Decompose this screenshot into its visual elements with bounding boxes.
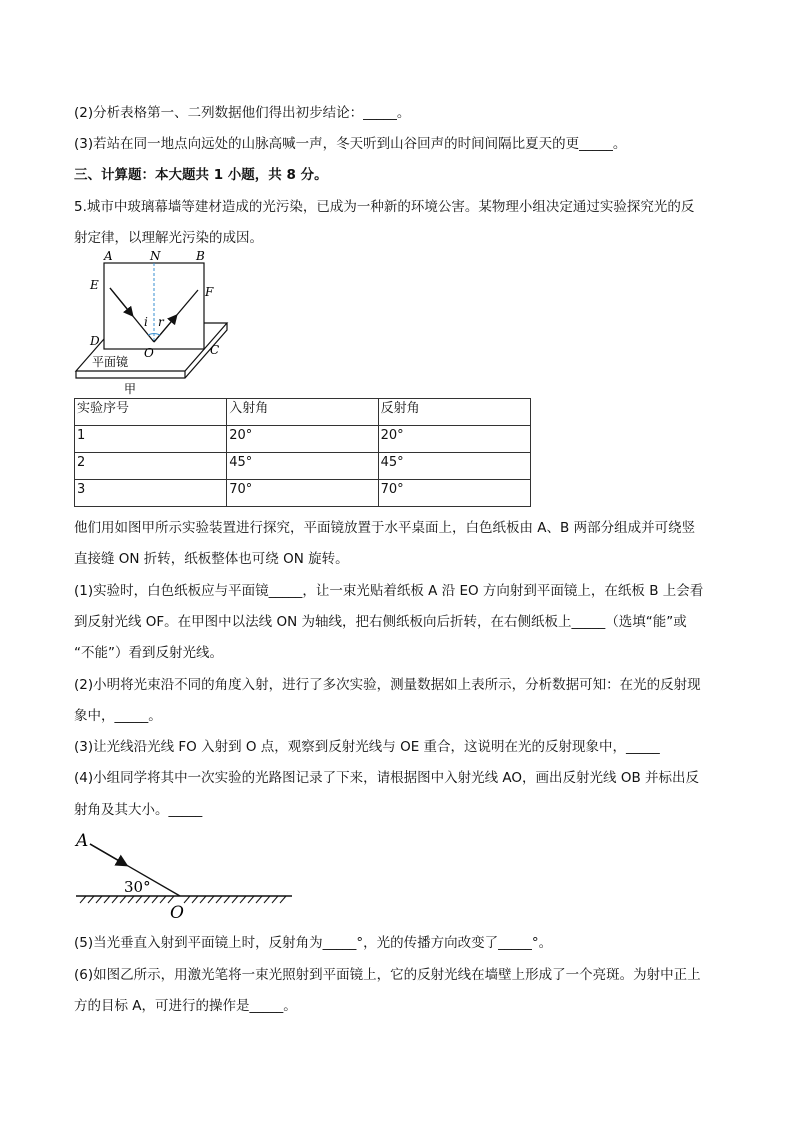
label-O: O bbox=[144, 346, 154, 360]
label-i: i bbox=[144, 315, 148, 329]
label-mirror: 平面镜 bbox=[92, 355, 129, 369]
label-r: r bbox=[158, 315, 164, 329]
angle-label: 30° bbox=[124, 878, 151, 896]
label-E: E bbox=[90, 278, 99, 292]
label-N: N bbox=[150, 249, 161, 263]
problem-5-line-1: 5.城市中玻璃幕墙等建材造成的光污染，已成为一种新的环境公害。某物理小组决定通过实验探究光的反 bbox=[74, 199, 695, 215]
label-C: C bbox=[210, 343, 220, 357]
subquestion-2-line-2: 象中，_____。 bbox=[74, 708, 162, 724]
table-row bbox=[75, 453, 531, 480]
table-cell: 45° bbox=[378, 453, 530, 480]
subquestion-1-line-1: (1)实验时，白色纸板应与平面镜_____，让一束光贴着纸板 A 沿 EO 方向射到平面镜上，在纸板 B 上会看 bbox=[74, 583, 704, 599]
label-O: O bbox=[170, 903, 184, 922]
mirror-hatching bbox=[80, 896, 286, 903]
subquestion-4-line-2: 射角及其大小。_____ bbox=[74, 802, 203, 818]
setup-line-2: 直接缝 ON 折转，纸板整体也可绕 ON 旋转。 bbox=[74, 551, 349, 567]
label-B: B bbox=[196, 249, 205, 263]
table-row bbox=[75, 426, 531, 453]
table-cell: 70° bbox=[227, 480, 378, 507]
question-2: (2)分析表格第一、二列数据他们得出初步结论：_____。 bbox=[74, 105, 411, 121]
label-A: A bbox=[76, 831, 89, 851]
figure-jia bbox=[70, 248, 240, 396]
label-F: F bbox=[205, 285, 214, 299]
table-header: 实验序号 bbox=[75, 399, 227, 426]
table-header: 反射角 bbox=[378, 399, 530, 426]
table-cell: 45° bbox=[227, 453, 378, 480]
subquestion-6-line-2: 方的目标 A，可进行的操作是_____。 bbox=[74, 998, 297, 1014]
label-A: A bbox=[104, 249, 113, 263]
subquestion-4-line-1: (4)小组同学将其中一次实验的光路图记录了下来，请根据图中入射光线 AO，画出反射光线 OB 并标出反 bbox=[74, 770, 700, 786]
table-header-row bbox=[75, 399, 531, 426]
table-header: 入射角 bbox=[227, 399, 378, 426]
subquestion-6-line-1: (6)如图乙所示，用激光笔将一束光照射到平面镜上，它的反射光线在墙壁上形成了一个亮斑。为射中正上 bbox=[74, 967, 701, 983]
table-row bbox=[75, 480, 531, 507]
table-cell: 20° bbox=[378, 426, 530, 453]
question-3: (3)若站在同一地点向远处的山脉高喊一声，冬天听到山谷回声的时间间隔比夏天的更_____。 bbox=[74, 136, 627, 152]
subquestion-2-line-1: (2)小明将光束沿不同的角度入射，进行了多次实验，测量数据如上表所示，分析数据可知：在光的反射现 bbox=[74, 677, 701, 693]
subquestion-1-line-2: 到反射光线 OF。在甲图中以法线 ON 为轴线，把右侧纸板向后折转，在右侧纸板上_____（选填“能”或 bbox=[74, 614, 687, 630]
figure-incident-ray bbox=[70, 826, 300, 922]
subquestion-3: (3)让光线沿光线 FO 入射到 O 点，观察到反射光线与 OE 重合，这说明在光的反射现象中，_____ bbox=[74, 739, 660, 755]
setup-line-1: 他们用如图甲所示实验装置进行探究，平面镜放置于水平桌面上，白色纸板由 A、B 两部分组成并可绕竖 bbox=[74, 520, 696, 536]
problem-5-line-2: 射定律，以理解光污染的成因。 bbox=[74, 230, 263, 246]
table-cell: 20° bbox=[227, 426, 378, 453]
data-table bbox=[74, 398, 531, 507]
figure-caption: 甲 bbox=[124, 382, 137, 396]
table-cell: 70° bbox=[378, 480, 530, 507]
label-D: D bbox=[90, 334, 100, 348]
table-cell: 1 bbox=[75, 426, 227, 453]
subquestion-1-line-3: “不能”）看到反射光线。 bbox=[74, 645, 223, 661]
table-cell: 2 bbox=[75, 453, 227, 480]
table-cell: 3 bbox=[75, 480, 227, 507]
section-heading: 三、计算题：本大题共 1 小题，共 8 分。 bbox=[74, 167, 328, 183]
subquestion-5: (5)当光垂直入射到平面镜上时，反射角为_____°，光的传播方向改变了_____°。 bbox=[74, 935, 553, 951]
